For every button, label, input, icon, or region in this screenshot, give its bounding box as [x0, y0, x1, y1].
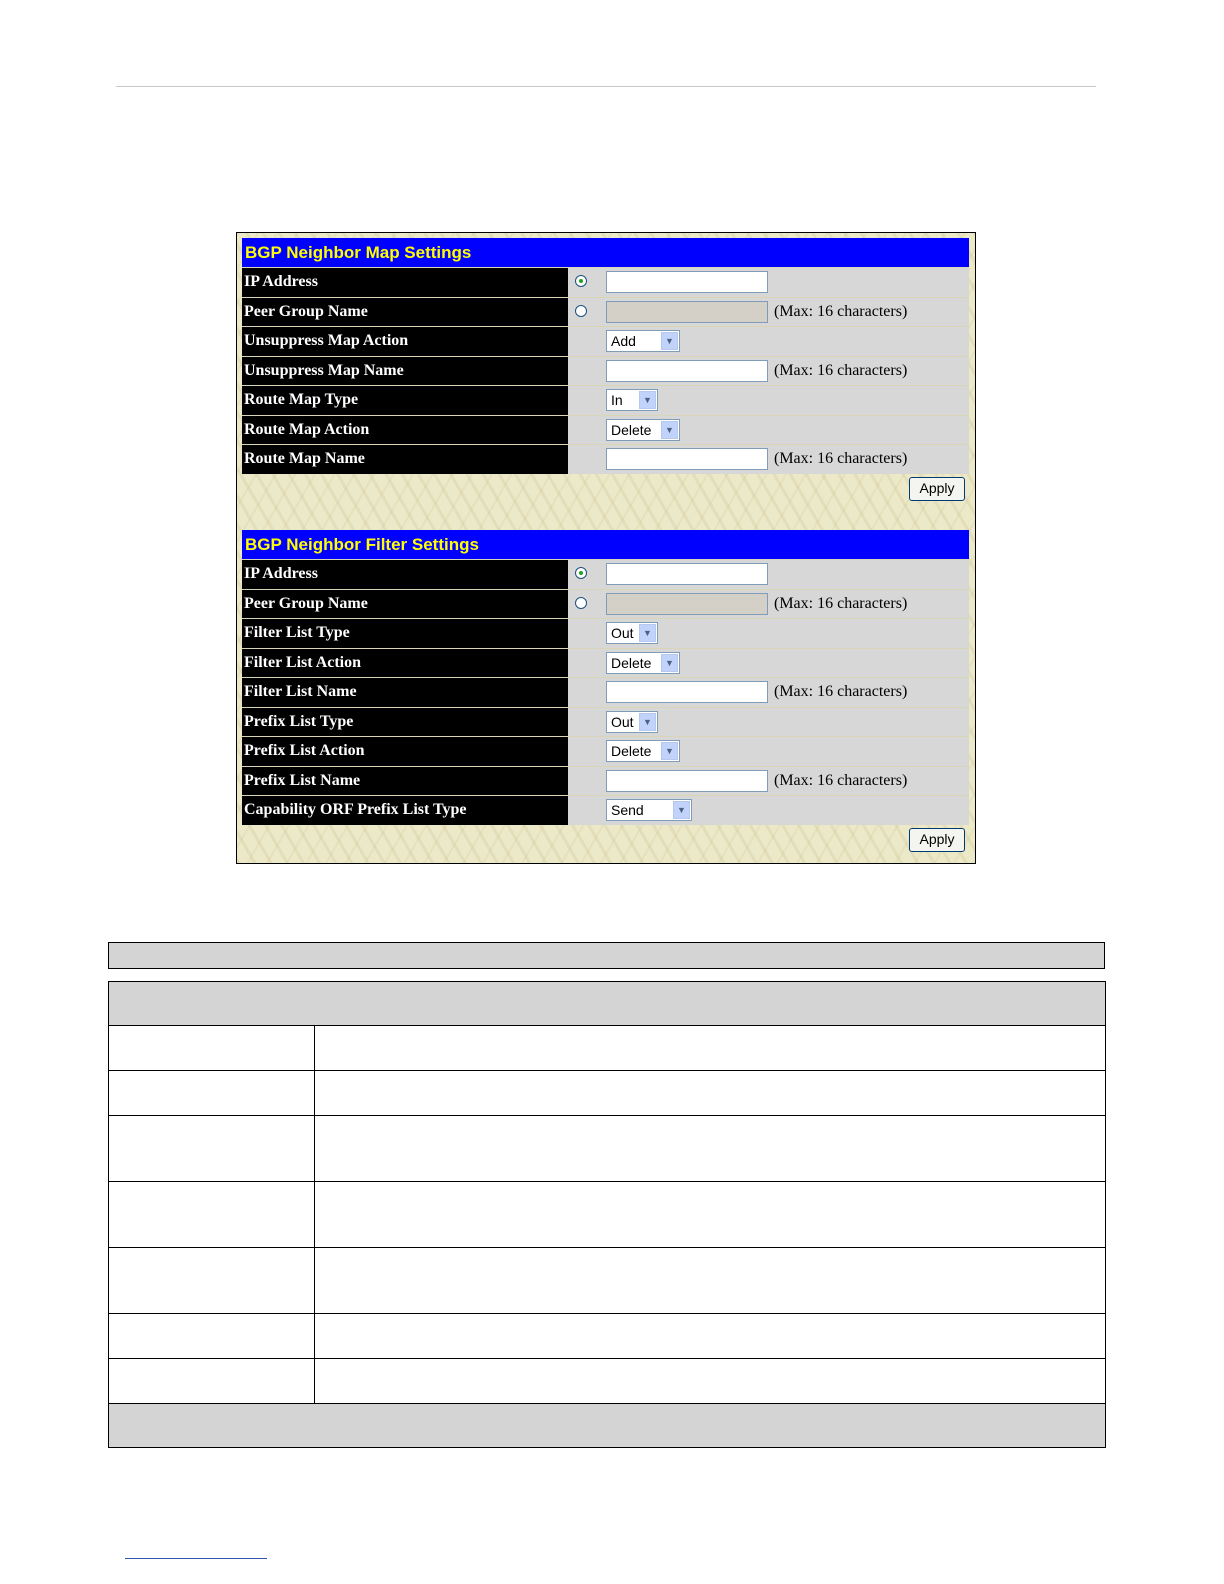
form-row-capability-orf: [242, 795, 969, 825]
max-chars-hint: (Max: 16 characters): [774, 771, 908, 789]
unsuppress-map-name-input[interactable]: [606, 360, 768, 382]
field-label: Peer Group Name: [242, 590, 568, 619]
field-label: Peer Group Name: [242, 298, 568, 327]
max-chars-hint: (Max: 16 characters): [774, 683, 908, 701]
apply-row: [242, 825, 969, 857]
capability-orf-prefix-list-type-select[interactable]: Send ▼: [606, 799, 692, 821]
field-label: Capability ORF Prefix List Type: [242, 796, 568, 825]
field-label: Unsuppress Map Action: [242, 327, 568, 356]
form-row-prefix-list-type: [242, 707, 969, 737]
max-chars-hint: (Max: 16 characters): [774, 302, 908, 320]
chevron-down-icon: ▼: [661, 332, 678, 350]
filter-list-action-select[interactable]: Delete ▼: [606, 652, 680, 674]
form-row-unsuppress-map-name: [242, 356, 969, 386]
peer-group-radio[interactable]: [575, 305, 587, 317]
ip-address-radio[interactable]: [575, 567, 587, 579]
field-label: Filter List Action: [242, 649, 568, 678]
peer-group-radio[interactable]: [575, 597, 587, 609]
form-row-route-map-action: [242, 415, 969, 445]
field-label: Prefix List Type: [242, 708, 568, 737]
table-row: [109, 1314, 1106, 1359]
map-apply-button[interactable]: Apply: [909, 477, 965, 501]
route-map-type-select[interactable]: In ▼: [606, 389, 658, 411]
field-label: Route Map Name: [242, 445, 568, 474]
peer-group-name-input[interactable]: [606, 593, 768, 615]
description-table: [108, 981, 1106, 1448]
peer-group-name-input[interactable]: [606, 301, 768, 323]
table-row: [109, 1116, 1106, 1182]
field-label: Filter List Name: [242, 678, 568, 707]
apply-row: [242, 474, 969, 506]
form-row-ip-address: [242, 559, 969, 589]
filter-settings-panel: [242, 530, 969, 857]
form-row-unsuppress-map-action: [242, 326, 969, 356]
max-chars-hint: (Max: 16 characters): [774, 450, 908, 468]
ip-address-input[interactable]: [606, 563, 768, 585]
form-row-route-map-name: [242, 444, 969, 474]
unsuppress-map-action-select[interactable]: Add ▼: [606, 330, 680, 352]
field-label: Filter List Type: [242, 619, 568, 648]
chevron-down-icon: ▼: [639, 391, 656, 409]
form-row-prefix-list-name: [242, 766, 969, 796]
form-row-peer-group-name: [242, 589, 969, 619]
filter-list-name-input[interactable]: [606, 681, 768, 703]
header-divider: [116, 86, 1096, 87]
field-label: Unsuppress Map Name: [242, 357, 568, 386]
form-row-peer-group-name: [242, 297, 969, 327]
ui-screenshot: [236, 232, 976, 864]
chevron-down-icon: ▼: [661, 742, 678, 760]
filter-list-type-select[interactable]: Out ▼: [606, 622, 658, 644]
table-row: [109, 1359, 1106, 1404]
prefix-list-action-select[interactable]: Delete ▼: [606, 740, 680, 762]
route-map-action-select[interactable]: Delete ▼: [606, 419, 680, 441]
field-label: Route Map Type: [242, 386, 568, 415]
form-row-ip-address: [242, 267, 969, 297]
filter-apply-button[interactable]: Apply: [909, 828, 965, 852]
form-row-filter-list-action: [242, 648, 969, 678]
map-settings-panel: [242, 238, 969, 506]
route-map-name-input[interactable]: [606, 448, 768, 470]
table-row: [109, 1071, 1106, 1116]
prefix-list-name-input[interactable]: [606, 770, 768, 792]
panel-title: BGP Neighbor Filter Settings: [242, 530, 969, 559]
chevron-down-icon: ▼: [639, 713, 656, 731]
max-chars-hint: (Max: 16 characters): [774, 361, 908, 379]
chevron-down-icon: ▼: [661, 654, 678, 672]
panel-title: BGP Neighbor Map Settings: [242, 238, 969, 267]
form-row-prefix-list-action: [242, 736, 969, 766]
table-header-row: [109, 982, 1106, 1026]
table-row: [109, 1026, 1106, 1071]
ip-address-input[interactable]: [606, 271, 768, 293]
table-row: [109, 1182, 1106, 1248]
max-chars-hint: (Max: 16 characters): [774, 594, 908, 612]
field-label: Prefix List Action: [242, 737, 568, 766]
field-label: Prefix List Name: [242, 767, 568, 796]
table-row: [109, 1248, 1106, 1314]
footer-link-underline: [125, 1558, 267, 1559]
chevron-down-icon: ▼: [661, 421, 678, 439]
form-row-filter-list-name: [242, 677, 969, 707]
chevron-down-icon: ▼: [639, 624, 656, 642]
table-footer-row: [109, 1404, 1106, 1448]
form-row-filter-list-type: [242, 618, 969, 648]
field-label: Route Map Action: [242, 416, 568, 445]
prefix-list-type-select[interactable]: Out ▼: [606, 711, 658, 733]
field-label: IP Address: [242, 268, 568, 297]
caption-bar: [108, 942, 1105, 969]
chevron-down-icon: ▼: [673, 801, 690, 819]
ip-address-radio[interactable]: [575, 275, 587, 287]
field-label: IP Address: [242, 560, 568, 589]
form-row-route-map-type: [242, 385, 969, 415]
